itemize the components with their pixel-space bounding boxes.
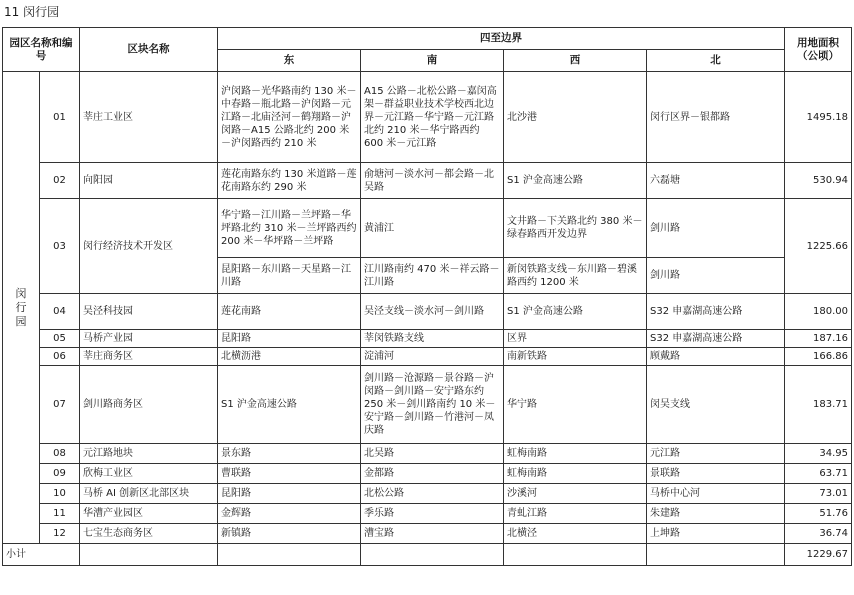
table-row (3, 464, 852, 484)
south-bound: 黄浦江 (361, 199, 504, 258)
east-bound: 莲花南路东约 130 米道路－莲花南路东约 290 米 (218, 163, 361, 199)
park-name: 闵行园 (15, 286, 27, 328)
block-name: 七宝生态商务区 (80, 524, 218, 544)
west-bound: S1 沪金高速公路 (504, 294, 647, 330)
north-bound: 景联路 (647, 464, 785, 484)
south-bound: 吴泾支线－淡水河－剑川路 (361, 294, 504, 330)
east-bound: 昆阳路 (218, 330, 361, 348)
table-row (3, 366, 852, 444)
block-number: 02 (40, 163, 80, 199)
south-bound: 淀浦河 (361, 348, 504, 366)
north-bound: 朱建路 (647, 504, 785, 524)
table-row (3, 524, 852, 544)
east-bound: 昆阳路－东川路－天星路－江川路 (218, 258, 361, 294)
table-row (3, 72, 852, 163)
block-name: 吴泾科技园 (80, 294, 218, 330)
east-bound: 新镇路 (218, 524, 361, 544)
header-south: 南 (361, 50, 504, 72)
area-value: 530.94 (785, 163, 852, 199)
west-bound: 新闵铁路支线－东川路－碧溪路西约 1200 米 (504, 258, 647, 294)
block-name: 莘庄工业区 (80, 72, 218, 163)
area-value: 187.16 (785, 330, 852, 348)
east-bound: S1 沪金高速公路 (218, 366, 361, 444)
north-bound: 上坤路 (647, 524, 785, 544)
block-number: 07 (40, 366, 80, 444)
subtotal-empty-cell (80, 544, 218, 566)
block-number: 12 (40, 524, 80, 544)
park-boundary-table (2, 27, 852, 566)
table-row (3, 348, 852, 366)
west-bound: 虹梅南路 (504, 464, 647, 484)
area-value: 166.86 (785, 348, 852, 366)
subtotal-empty-cell (504, 544, 647, 566)
park-name-cell (3, 72, 40, 544)
north-bound: S32 申嘉湖高速公路 (647, 330, 785, 348)
block-number: 04 (40, 294, 80, 330)
block-name: 马桥 AI 创新区北部区块 (80, 484, 218, 504)
block-name: 元江路地块 (80, 444, 218, 464)
west-bound: 南新铁路 (504, 348, 647, 366)
south-bound: 俞塘河－淡水河－都会路－北吴路 (361, 163, 504, 199)
east-bound: 金辉路 (218, 504, 361, 524)
section-title: 11 闵行园 (4, 5, 60, 19)
subtotal-empty-cell (218, 544, 361, 566)
north-bound: 顾戴路 (647, 348, 785, 366)
east-bound: 莲花南路 (218, 294, 361, 330)
west-bound: 青虬江路 (504, 504, 647, 524)
subtotal-value: 1229.67 (785, 544, 852, 566)
block-number: 08 (40, 444, 80, 464)
block-number: 01 (40, 72, 80, 163)
header-north: 北 (647, 50, 785, 72)
east-bound: 曹联路 (218, 464, 361, 484)
west-bound: 文井路－下关路北约 380 米－绿春路西开发边界 (504, 199, 647, 258)
area-value: 34.95 (785, 444, 852, 464)
block-number: 09 (40, 464, 80, 484)
area-value: 1225.66 (785, 199, 852, 294)
west-bound: 北沙港 (504, 72, 647, 163)
north-bound: 剑川路 (647, 258, 785, 294)
east-bound: 北横沥港 (218, 348, 361, 366)
west-bound: 区界 (504, 330, 647, 348)
table-row (3, 163, 852, 199)
block-name: 剑川路商务区 (80, 366, 218, 444)
subtotal-empty-cell (361, 544, 504, 566)
north-bound: 元江路 (647, 444, 785, 464)
block-number: 05 (40, 330, 80, 348)
header-area: 用地面积（公顷） (785, 28, 852, 72)
area-value: 51.76 (785, 504, 852, 524)
table-row (3, 504, 852, 524)
south-bound: 北松公路 (361, 484, 504, 504)
north-bound: 闵吴支线 (647, 366, 785, 444)
block-number: 06 (40, 348, 80, 366)
header-west: 西 (504, 50, 647, 72)
subtotal-empty-cell (647, 544, 785, 566)
south-bound: 莘闵铁路支线 (361, 330, 504, 348)
east-bound: 景东路 (218, 444, 361, 464)
block-name: 马桥产业园 (80, 330, 218, 348)
table-row (3, 199, 852, 258)
block-number: 10 (40, 484, 80, 504)
block-number: 11 (40, 504, 80, 524)
header-block: 区块名称 (80, 28, 218, 72)
area-value: 180.00 (785, 294, 852, 330)
area-value: 73.01 (785, 484, 852, 504)
block-name: 向阳园 (80, 163, 218, 199)
header-bounds: 四至边界 (218, 28, 785, 50)
table-row (3, 444, 852, 464)
north-bound: 闵行区界－银都路 (647, 72, 785, 163)
south-bound: 漕宝路 (361, 524, 504, 544)
west-bound: 沙溪河 (504, 484, 647, 504)
area-value: 63.71 (785, 464, 852, 484)
header-park: 园区名称和编号 (3, 28, 80, 72)
south-bound: A15 公路－北松公路－嘉闵高架－群益职业技术学校西北边界－元江路－华宁路－元江路北约 210 米－华宁路西约 600 米－元江路 (361, 72, 504, 163)
west-bound: S1 沪金高速公路 (504, 163, 647, 199)
block-name: 闵行经济技术开发区 (80, 199, 218, 294)
north-bound: 六磊塘 (647, 163, 785, 199)
north-bound: S32 申嘉湖高速公路 (647, 294, 785, 330)
west-bound: 虹梅南路 (504, 444, 647, 464)
north-bound: 马桥中心河 (647, 484, 785, 504)
east-bound: 华宁路－江川路－兰坪路－华坪路北约 310 米－兰坪路西约 200 米－华坪路－兰坪路 (218, 199, 361, 258)
south-bound: 金都路 (361, 464, 504, 484)
table-row (3, 484, 852, 504)
table-row (3, 330, 852, 348)
block-name: 华漕产业园区 (80, 504, 218, 524)
north-bound: 剑川路 (647, 199, 785, 258)
subtotal-row (3, 544, 852, 566)
header-east: 东 (218, 50, 361, 72)
subtotal-label: 小计 (3, 544, 80, 566)
block-number: 03 (40, 199, 80, 294)
east-bound: 昆阳路 (218, 484, 361, 504)
south-bound: 江川路南约 470 米－祥云路－江川路 (361, 258, 504, 294)
area-value: 36.74 (785, 524, 852, 544)
block-name: 欣梅工业区 (80, 464, 218, 484)
west-bound: 华宁路 (504, 366, 647, 444)
table-row (3, 294, 852, 330)
south-bound: 剑川路－沧源路－景谷路－沪闵路－剑川路－安宁路东约 250 米－剑川路南约 10 米－安宁路－剑川路－竹港河－凤庆路 (361, 366, 504, 444)
area-value: 1495.18 (785, 72, 852, 163)
east-bound: 沪闵路－光华路南约 130 米－中春路－瓶北路－沪闵路－元江路－北庙泾河－鹤翔路－沪闵路－A15 公路北约 200 米－沪闵路西约 210 米 (218, 72, 361, 163)
block-name: 莘庄商务区 (80, 348, 218, 366)
south-bound: 北吴路 (361, 444, 504, 464)
south-bound: 季乐路 (361, 504, 504, 524)
west-bound: 北横泾 (504, 524, 647, 544)
area-value: 183.71 (785, 366, 852, 444)
